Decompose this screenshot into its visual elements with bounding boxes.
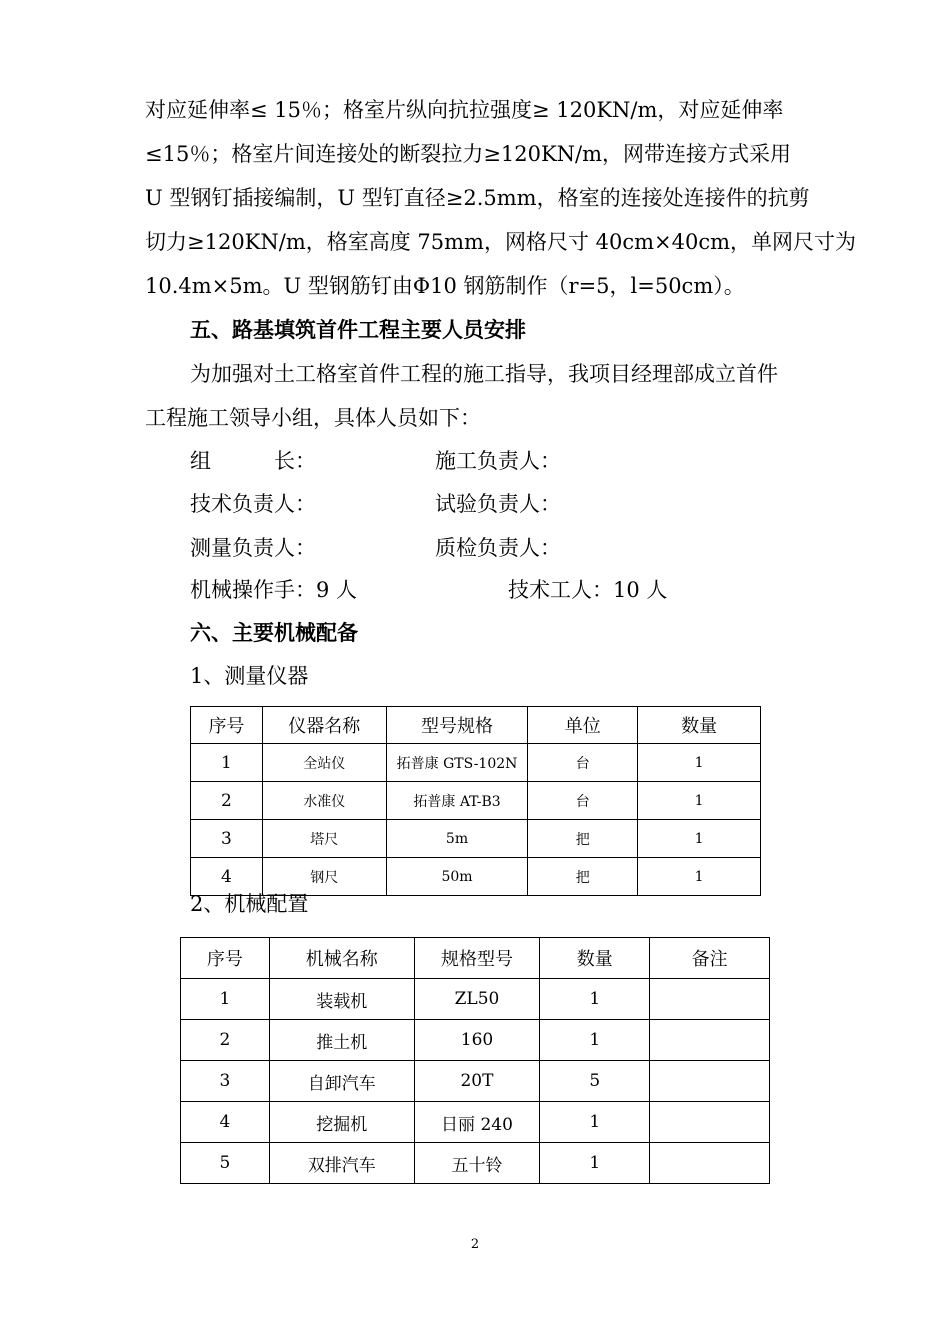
table-header-cell: 机械名称 (269, 938, 414, 979)
table-cell: 拓普康 GTS-102N (386, 744, 528, 782)
table-cell: 4 (191, 858, 263, 896)
table-cell: 4 (181, 1102, 270, 1143)
table-header-cell: 仪器名称 (262, 707, 386, 744)
table-cell: 挖掘机 (269, 1102, 414, 1143)
section5-intro: 为加强对土工格室首件工程的施工指导，我项目经理部成立首件 (190, 362, 778, 386)
paragraph-line: 10.4m×5m。U 型钢筋钉由Φ10 钢筋制作（r=5，l=50cm）。 (145, 274, 745, 298)
table-cell (650, 1020, 770, 1061)
table-cell: 1 (638, 744, 761, 782)
subsection-machinery: 2、机械配置 (190, 892, 309, 916)
table-row (181, 979, 770, 1020)
table-cell: ZL50 (414, 979, 540, 1020)
table-cell: 20T (414, 1061, 540, 1102)
staff-construction: 施工负责人： (435, 449, 561, 473)
table-cell: 5 (181, 1143, 270, 1184)
table-cell: 把 (528, 858, 638, 896)
subsection-survey-instruments: 1、测量仪器 (190, 664, 309, 688)
survey-instruments-table (190, 706, 761, 896)
table-cell: 3 (181, 1061, 270, 1102)
table-header-row (181, 938, 770, 979)
table-cell: 1 (638, 820, 761, 858)
table-cell: 1 (191, 744, 263, 782)
table-cell: 1 (638, 782, 761, 820)
table-row (191, 858, 761, 896)
staff-leader: 组 长： (190, 449, 316, 473)
table-cell: 钢尺 (262, 858, 386, 896)
section-heading-6: 六、主要机械配备 (190, 621, 358, 645)
table-cell: 日丽 240 (414, 1102, 540, 1143)
table-cell: 2 (191, 782, 263, 820)
table-row (181, 1061, 770, 1102)
section5-intro: 工程施工领导小组，具体人员如下： (145, 406, 481, 430)
table-cell: 1 (181, 979, 270, 1020)
table-header-cell: 序号 (181, 938, 270, 979)
table-cell (650, 1102, 770, 1143)
table-cell: 1 (540, 1020, 650, 1061)
table-row (191, 820, 761, 858)
table-header-cell: 数量 (638, 707, 761, 744)
table-cell: 拓普康 AT-B3 (386, 782, 528, 820)
table-cell: 推土机 (269, 1020, 414, 1061)
table-cell (650, 979, 770, 1020)
table-header-row (191, 707, 761, 744)
table-cell: 160 (414, 1020, 540, 1061)
table-row (181, 1143, 770, 1184)
page-number: 2 (470, 1237, 480, 1252)
table-cell: 1 (540, 979, 650, 1020)
staff-quality: 质检负责人： (435, 536, 561, 560)
table-cell: 台 (528, 744, 638, 782)
staff-survey: 测量负责人： (190, 536, 316, 560)
table-header-cell: 单位 (528, 707, 638, 744)
table-cell: 装载机 (269, 979, 414, 1020)
table-header-cell: 数量 (540, 938, 650, 979)
table-cell: 50m (386, 858, 528, 896)
table-cell: 1 (540, 1102, 650, 1143)
table-cell: 3 (191, 820, 263, 858)
table-cell: 1 (540, 1143, 650, 1184)
table-cell: 双排汽车 (269, 1143, 414, 1184)
paragraph-line: U 型钢钉插接编制，U 型钉直径≥2.5mm，格室的连接处连接件的抗剪 (145, 186, 810, 210)
table-cell: 台 (528, 782, 638, 820)
table-cell: 5m (386, 820, 528, 858)
table-cell: 水准仪 (262, 782, 386, 820)
staff-technical: 技术负责人： (190, 492, 316, 516)
table-header-cell: 备注 (650, 938, 770, 979)
table-cell: 五十铃 (414, 1143, 540, 1184)
table-row (191, 782, 761, 820)
section-heading-5: 五、路基填筑首件工程主要人员安排 (190, 318, 526, 342)
table-row (181, 1102, 770, 1143)
table-cell: 1 (638, 858, 761, 896)
staff-operators: 机械操作手：9 人 (190, 578, 358, 602)
table-header-cell: 序号 (191, 707, 263, 744)
table-cell: 把 (528, 820, 638, 858)
table-row (181, 1020, 770, 1061)
table-cell (650, 1061, 770, 1102)
machinery-table (180, 937, 770, 1184)
staff-workers: 技术工人：10 人 (508, 578, 668, 602)
paragraph-line: 对应延伸率≤ 15％；格室片纵向抗拉强度≥ 120KN/m，对应延伸率 (145, 98, 784, 122)
table-cell (650, 1143, 770, 1184)
table-cell: 自卸汽车 (269, 1061, 414, 1102)
table-cell: 塔尺 (262, 820, 386, 858)
table-cell: 全站仪 (262, 744, 386, 782)
paragraph-line: ≤15％；格室片间连接处的断裂拉力≥120KN/m，网带连接方式采用 (145, 142, 792, 166)
table-cell: 5 (540, 1061, 650, 1102)
table-row (191, 744, 761, 782)
paragraph-line: 切力≥120KN/m，格室高度 75mm，网格尺寸 40cm×40cm，单网尺寸为 (145, 230, 857, 254)
table-cell: 2 (181, 1020, 270, 1061)
staff-testing: 试验负责人： (435, 492, 561, 516)
table-header-cell: 型号规格 (386, 707, 528, 744)
table-header-cell: 规格型号 (414, 938, 540, 979)
